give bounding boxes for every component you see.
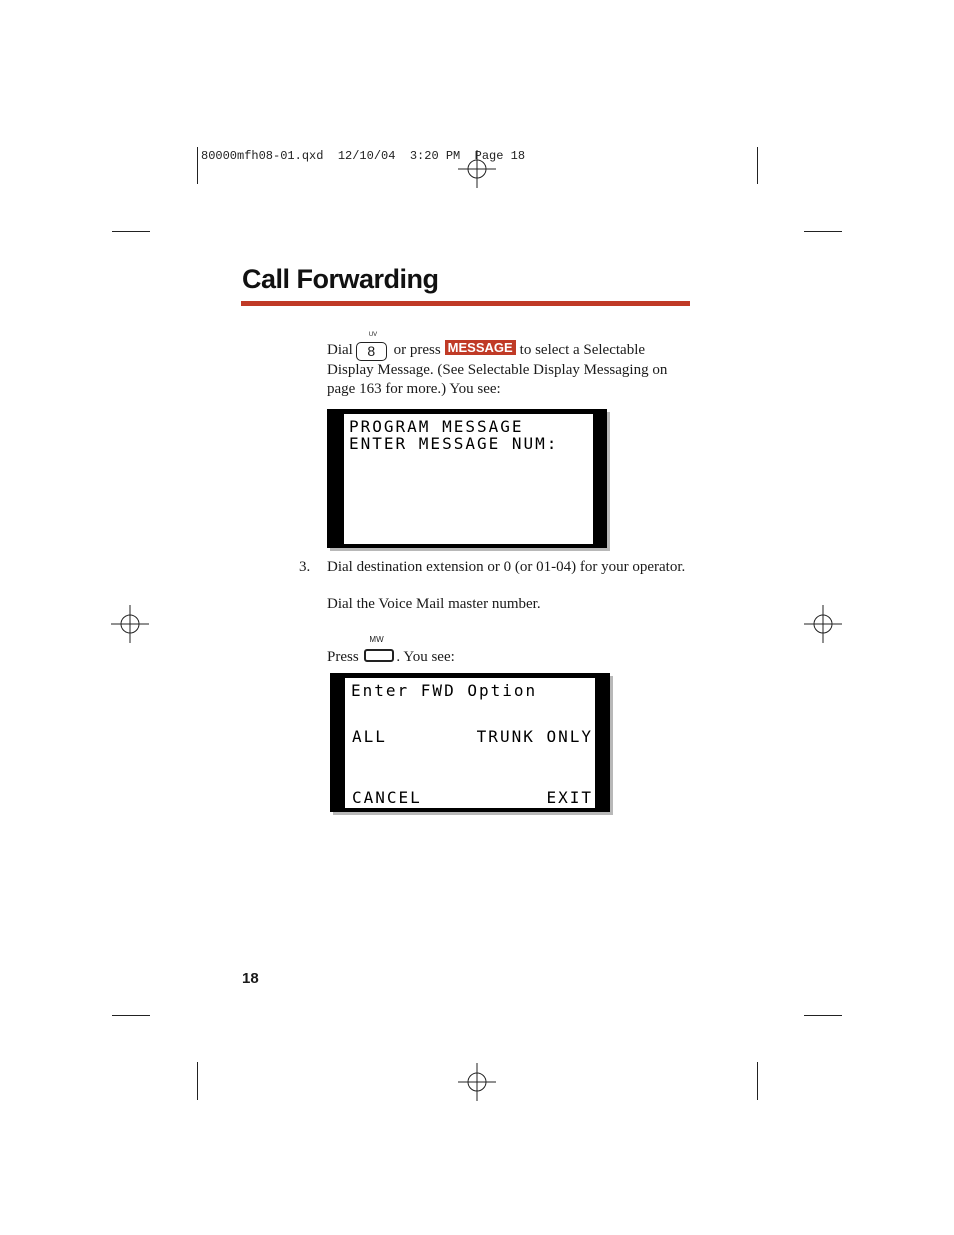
crop-mark	[757, 1062, 758, 1100]
key-sup-label: UV	[368, 332, 378, 338]
lcd-softkey-all: ALL	[352, 727, 387, 746]
dial-word: Dial	[327, 342, 353, 358]
lcd-screen	[344, 414, 593, 544]
lcd-softkey-cancel: CANCEL	[352, 788, 422, 807]
crop-mark	[757, 147, 758, 184]
lcd-line-2: ENTER MESSAGE NUM:	[349, 434, 559, 453]
print-slug: 80000mfh08-01.qxd 12/10/04 3:20 PM Page 18	[201, 149, 526, 163]
registration-mark-icon	[804, 605, 842, 643]
dial-key-8-icon	[356, 332, 387, 361]
section-title: Call Forwarding	[242, 264, 439, 294]
crop-mark	[197, 147, 198, 184]
crop-mark	[112, 231, 150, 232]
lcd-display-fwd-option	[330, 673, 610, 812]
registration-mark-icon	[458, 1063, 496, 1101]
mw-key-icon	[364, 635, 394, 662]
registration-mark-icon	[111, 605, 149, 643]
intro-paragraph	[327, 332, 687, 399]
press-line	[327, 635, 455, 667]
crop-mark	[804, 231, 842, 232]
page-number: 18	[242, 970, 259, 987]
voice-mail-text: Dial the Voice Mail master number.	[327, 596, 541, 612]
intro-rest-2: Display Message. (See Selectable Display Messaging on	[327, 362, 668, 378]
lcd-screen	[345, 678, 595, 808]
lcd-line-1: Enter FWD Option	[351, 681, 538, 700]
you-see-text: . You see:	[396, 649, 455, 665]
step-number: 3.	[299, 559, 311, 575]
or-press-text: or press	[393, 342, 441, 358]
message-button-icon: MESSAGE	[445, 340, 516, 355]
lcd-softkey-exit: EXIT	[546, 788, 593, 807]
key-label: 8	[367, 343, 376, 359]
mw-key-label: MW	[369, 635, 384, 644]
crop-mark	[197, 1062, 198, 1100]
intro-rest-1: to select a Selectable	[519, 342, 646, 358]
lcd-display-program-message	[327, 409, 607, 548]
press-word: Press	[327, 649, 359, 665]
crop-mark	[804, 1015, 842, 1016]
lcd-softkey-trunk-only: TRUNK ONLY	[476, 727, 593, 746]
crop-mark	[112, 1015, 150, 1016]
intro-rest-3: page 163 for more.) You see:	[327, 381, 501, 397]
title-rule	[241, 301, 690, 306]
lcd-line-1: PROGRAM MESSAGE	[349, 417, 524, 436]
step-3-text: Dial destination extension or 0 (or 01-04) for your operator.	[327, 559, 686, 575]
registration-mark-icon	[458, 150, 496, 188]
